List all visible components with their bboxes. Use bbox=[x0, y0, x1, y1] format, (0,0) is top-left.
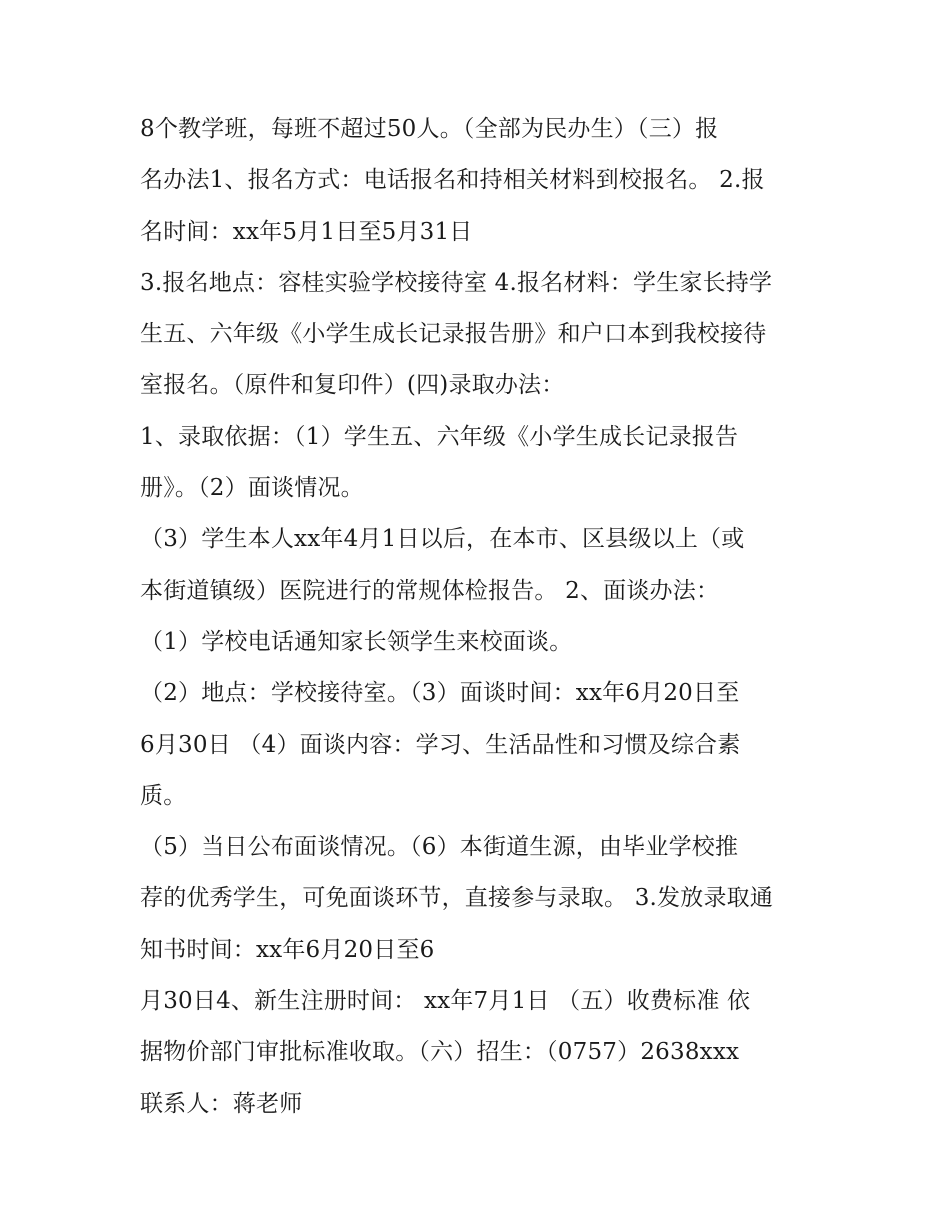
text-line: 1、录取依据：（1）学生五、六年级《小学生成长记录报告 bbox=[140, 423, 739, 450]
text-line: 册》。（2）面谈情况。 bbox=[140, 475, 364, 502]
text-line: 质。 bbox=[140, 782, 187, 809]
text-line: 本街道镇级）医院进行的常规体检报告。 2、面谈办法： bbox=[140, 577, 720, 604]
text-line: 名时间：xx年5月1日至5月31日 bbox=[140, 218, 473, 245]
text-line: 生五、六年级《小学生成长记录报告册》和户口本到我校接待 bbox=[140, 321, 767, 348]
text-line: 6月30日 （4）面谈内容：学习、生活品性和习惯及综合素 bbox=[140, 731, 741, 758]
text-line: （3）学生本人xx年4月1日以后，在本市、区县级以上（或 bbox=[140, 526, 745, 553]
text-line: 知书时间：xx年6月20日至6 bbox=[140, 936, 435, 963]
text-line: 室报名。（原件和复印件）(四)录取办法： bbox=[140, 372, 565, 399]
text-line: 3.报名地点：容桂实验学校接待室 4.报名材料：学生家长持学 bbox=[140, 269, 773, 296]
text-line: （1）学校电话通知家长领学生来校面谈。 bbox=[140, 628, 573, 655]
text-line: 据物价部门审批标准收取。（六）招生：（0757）2638xxx bbox=[140, 1039, 740, 1066]
text-line: （2）地点：学校接待室。（3）面谈时间：xx年6月20日至 bbox=[140, 680, 740, 707]
text-line: 联系人：蒋老师 bbox=[140, 1090, 303, 1117]
text-line: 月30日4、新生注册时间： xx年7月1日 （五）收费标准 依 bbox=[140, 988, 751, 1015]
text-line: 名办法1、报名方式：电话报名和持相关材料到校报名。 2.报 bbox=[140, 167, 765, 194]
text-line: 荐的优秀学生，可免面谈环节，直接参与录取。 3.发放录取通 bbox=[140, 885, 774, 912]
text-line: 8个教学班，每班不超过50人。（全部为民办生）（三）报 bbox=[140, 116, 719, 142]
text-line: （5）当日公布面谈情况。（6）本街道生源，由毕业学校推 bbox=[140, 834, 739, 861]
document-body bbox=[140, 104, 820, 1130]
